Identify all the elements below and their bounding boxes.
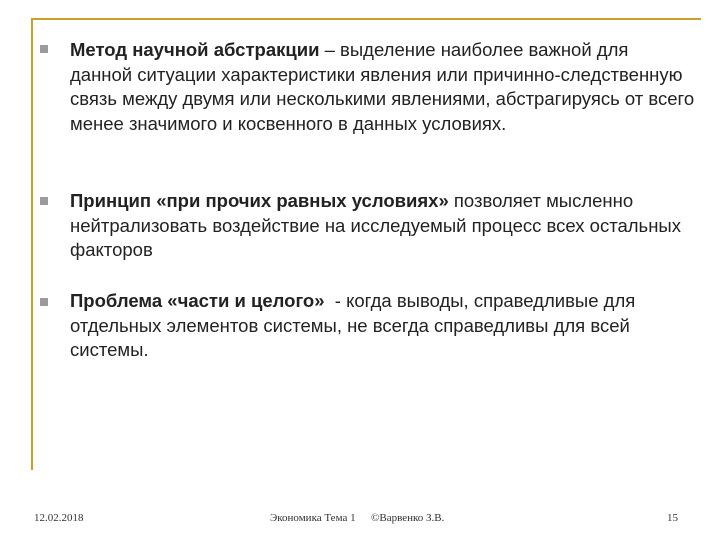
footer-page-number: 15 [667, 512, 678, 524]
decorative-vertical-rule [31, 18, 33, 470]
item-term: Принцип «при прочих равных условиях» [70, 190, 449, 211]
square-bullet-icon [40, 197, 48, 205]
item-text [70, 289, 695, 363]
footer-course: Экономика Тема 1 [270, 512, 356, 524]
item-term: Метод научной абстракции [70, 39, 320, 60]
square-bullet-icon [40, 45, 48, 53]
footer-author: ©Варвенко З.В. [371, 512, 445, 524]
item-text [70, 189, 695, 263]
item-description: - когда выводы, справедливые для отдельных элементов системы, не всегда справедливы для всей системы. [70, 290, 641, 360]
item-description: – выделение наиболее важной для данной ситуации характеристики явления или причинно-следственную связь между двумя или несколькими явлениями, абстрагируясь от всего менее значимого и косвенного в данных условиях. [70, 39, 695, 134]
item-term: Проблема «части и целого» [70, 290, 325, 311]
item-text [70, 38, 695, 136]
square-bullet-icon [40, 298, 48, 306]
decorative-horizontal-rule [31, 18, 701, 20]
footer-date: 12.02.2018 [34, 512, 84, 524]
item-description: позволяет мысленно нейтрализовать воздействие на исследуемый процесс всех остальных факторов [70, 190, 681, 260]
